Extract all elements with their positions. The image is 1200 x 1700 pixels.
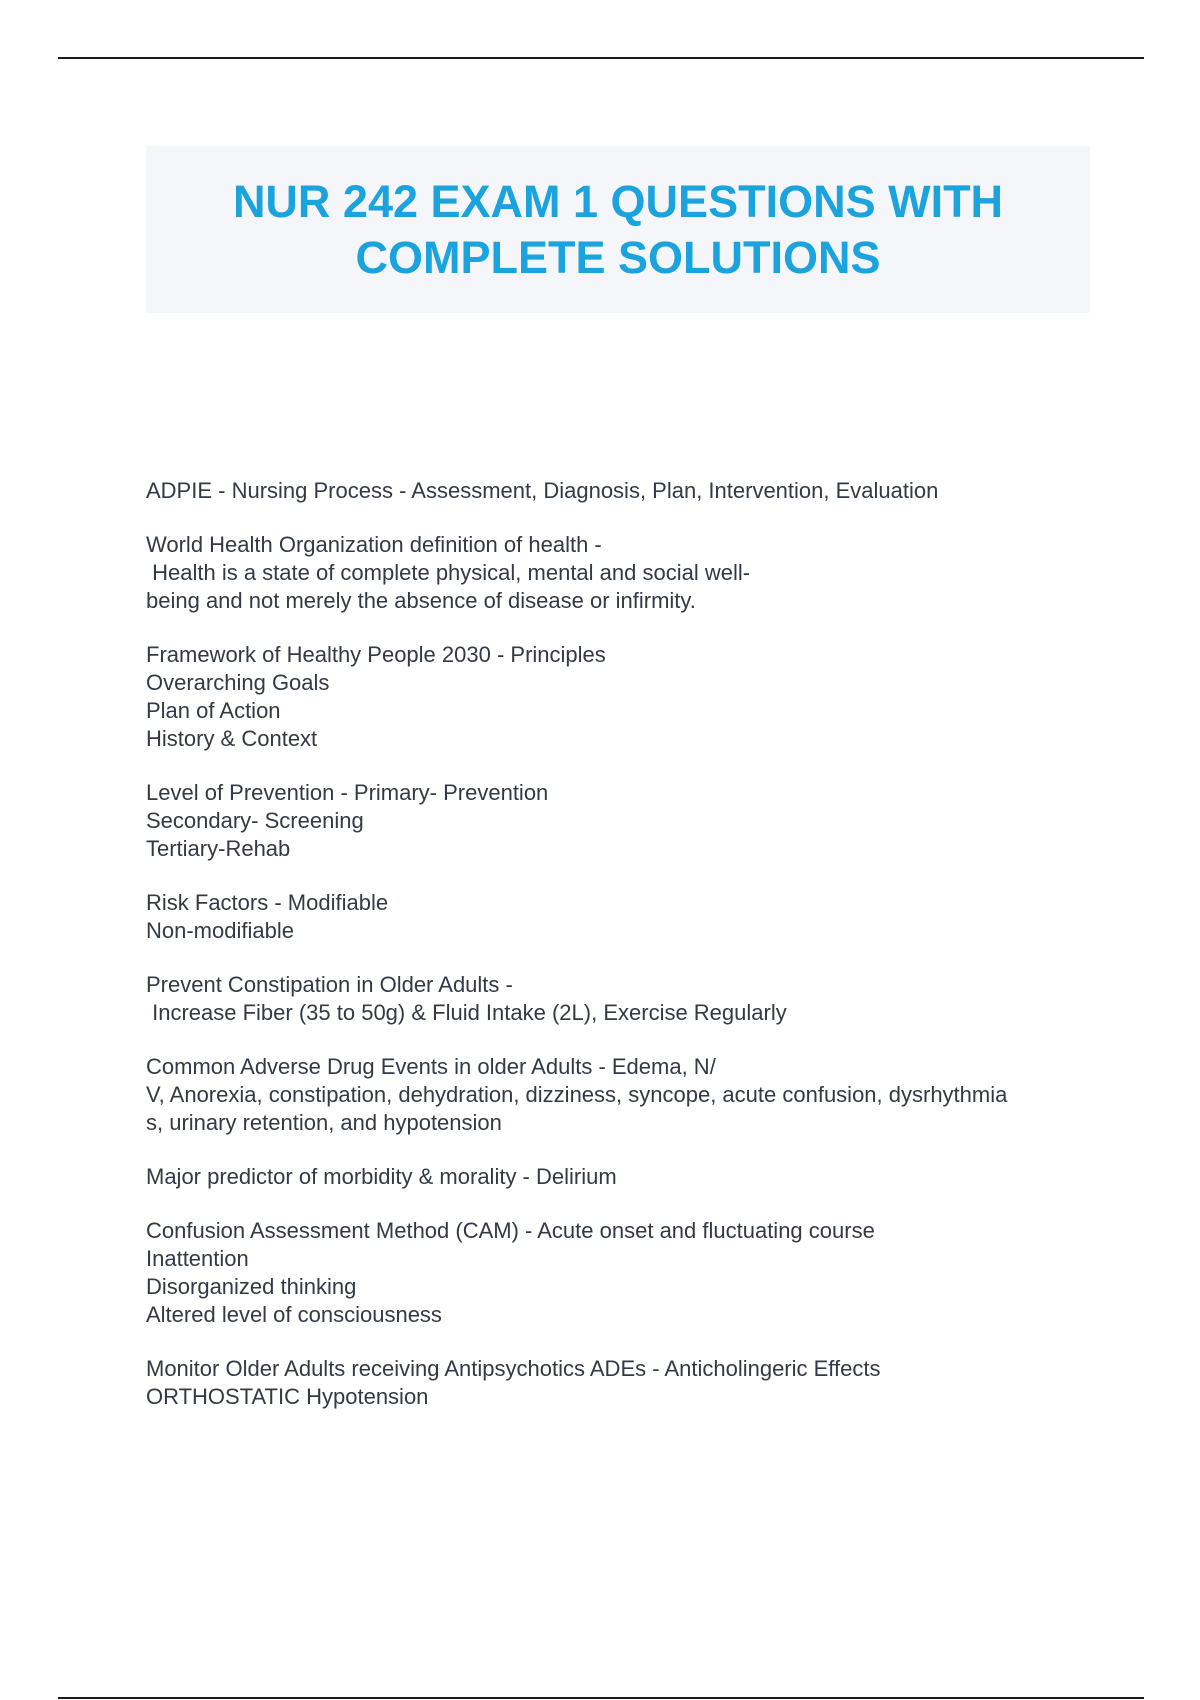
qa-entry-cam (146, 1217, 1096, 1329)
entry-line: Confusion Assessment Method (CAM) - Acute onset and fluctuating course (146, 1218, 875, 1243)
qa-entry-adpie (146, 477, 1096, 505)
entry-line: Secondary- Screening (146, 808, 364, 833)
qa-entry-antipsychotics (146, 1355, 1096, 1411)
entry-line: Level of Prevention - Primary- Prevention (146, 780, 549, 805)
entry-line: Plan of Action (146, 698, 281, 723)
entry-line: Inattention (146, 1246, 249, 1271)
entry-line: Overarching Goals (146, 670, 330, 695)
document-title-line-1: NUR 242 EXAM 1 QUESTIONS WITH (232, 175, 1004, 227)
qa-entry-prevention (146, 779, 1096, 863)
entry-line: being and not merely the absence of disease or infirmity. (146, 588, 696, 613)
qa-entry-adverse-drug-events (146, 1053, 1096, 1137)
entry-line: Monitor Older Adults receiving Antipsychotics ADEs - Anticholingeric Effects (146, 1356, 881, 1381)
entry-line: Common Adverse Drug Events in older Adults - Edema, N/ (146, 1054, 716, 1079)
bottom-rule (58, 1697, 1144, 1699)
qa-entry-delirium (146, 1163, 1096, 1191)
qa-list (146, 477, 1096, 1437)
entry-line: s, urinary retention, and hypotension (146, 1110, 502, 1135)
entry-line: Increase Fiber (35 to 50g) & Fluid Intake (2L), Exercise Regularly (146, 1000, 787, 1025)
document-title-line-2: COMPLETE SOLUTIONS (355, 231, 881, 283)
document-title-box (146, 146, 1090, 313)
entry-line: Altered level of consciousness (146, 1302, 442, 1327)
entry-line: Framework of Healthy People 2030 - Principles (146, 642, 606, 667)
entry-line: Tertiary-Rehab (146, 836, 291, 861)
entry-line: History & Context (146, 726, 318, 751)
entry-line: Major predictor of morbidity & morality - Delirium (146, 1164, 617, 1189)
qa-entry-who-health (146, 531, 1096, 615)
entry-line: Health is a state of complete physical, mental and social well- (146, 560, 751, 585)
entry-line: Non-modifiable (146, 918, 294, 943)
top-rule (58, 57, 1144, 59)
qa-entry-healthy-people (146, 641, 1096, 753)
entry-line: Prevent Constipation in Older Adults - (146, 972, 513, 997)
entry-line: ADPIE - Nursing Process - Assessment, Diagnosis, Plan, Intervention, Evaluation (146, 478, 939, 503)
entry-line: ORTHOSTATIC Hypotension (146, 1384, 429, 1409)
entry-line: V, Anorexia, constipation, dehydration, dizziness, syncope, acute confusion, dysrhythmia (146, 1082, 1008, 1107)
qa-entry-constipation (146, 971, 1096, 1027)
entry-line: Risk Factors - Modifiable (146, 890, 389, 915)
qa-entry-risk-factors (146, 889, 1096, 945)
entry-line: World Health Organization definition of health - (146, 532, 602, 557)
entry-line: Disorganized thinking (146, 1274, 357, 1299)
